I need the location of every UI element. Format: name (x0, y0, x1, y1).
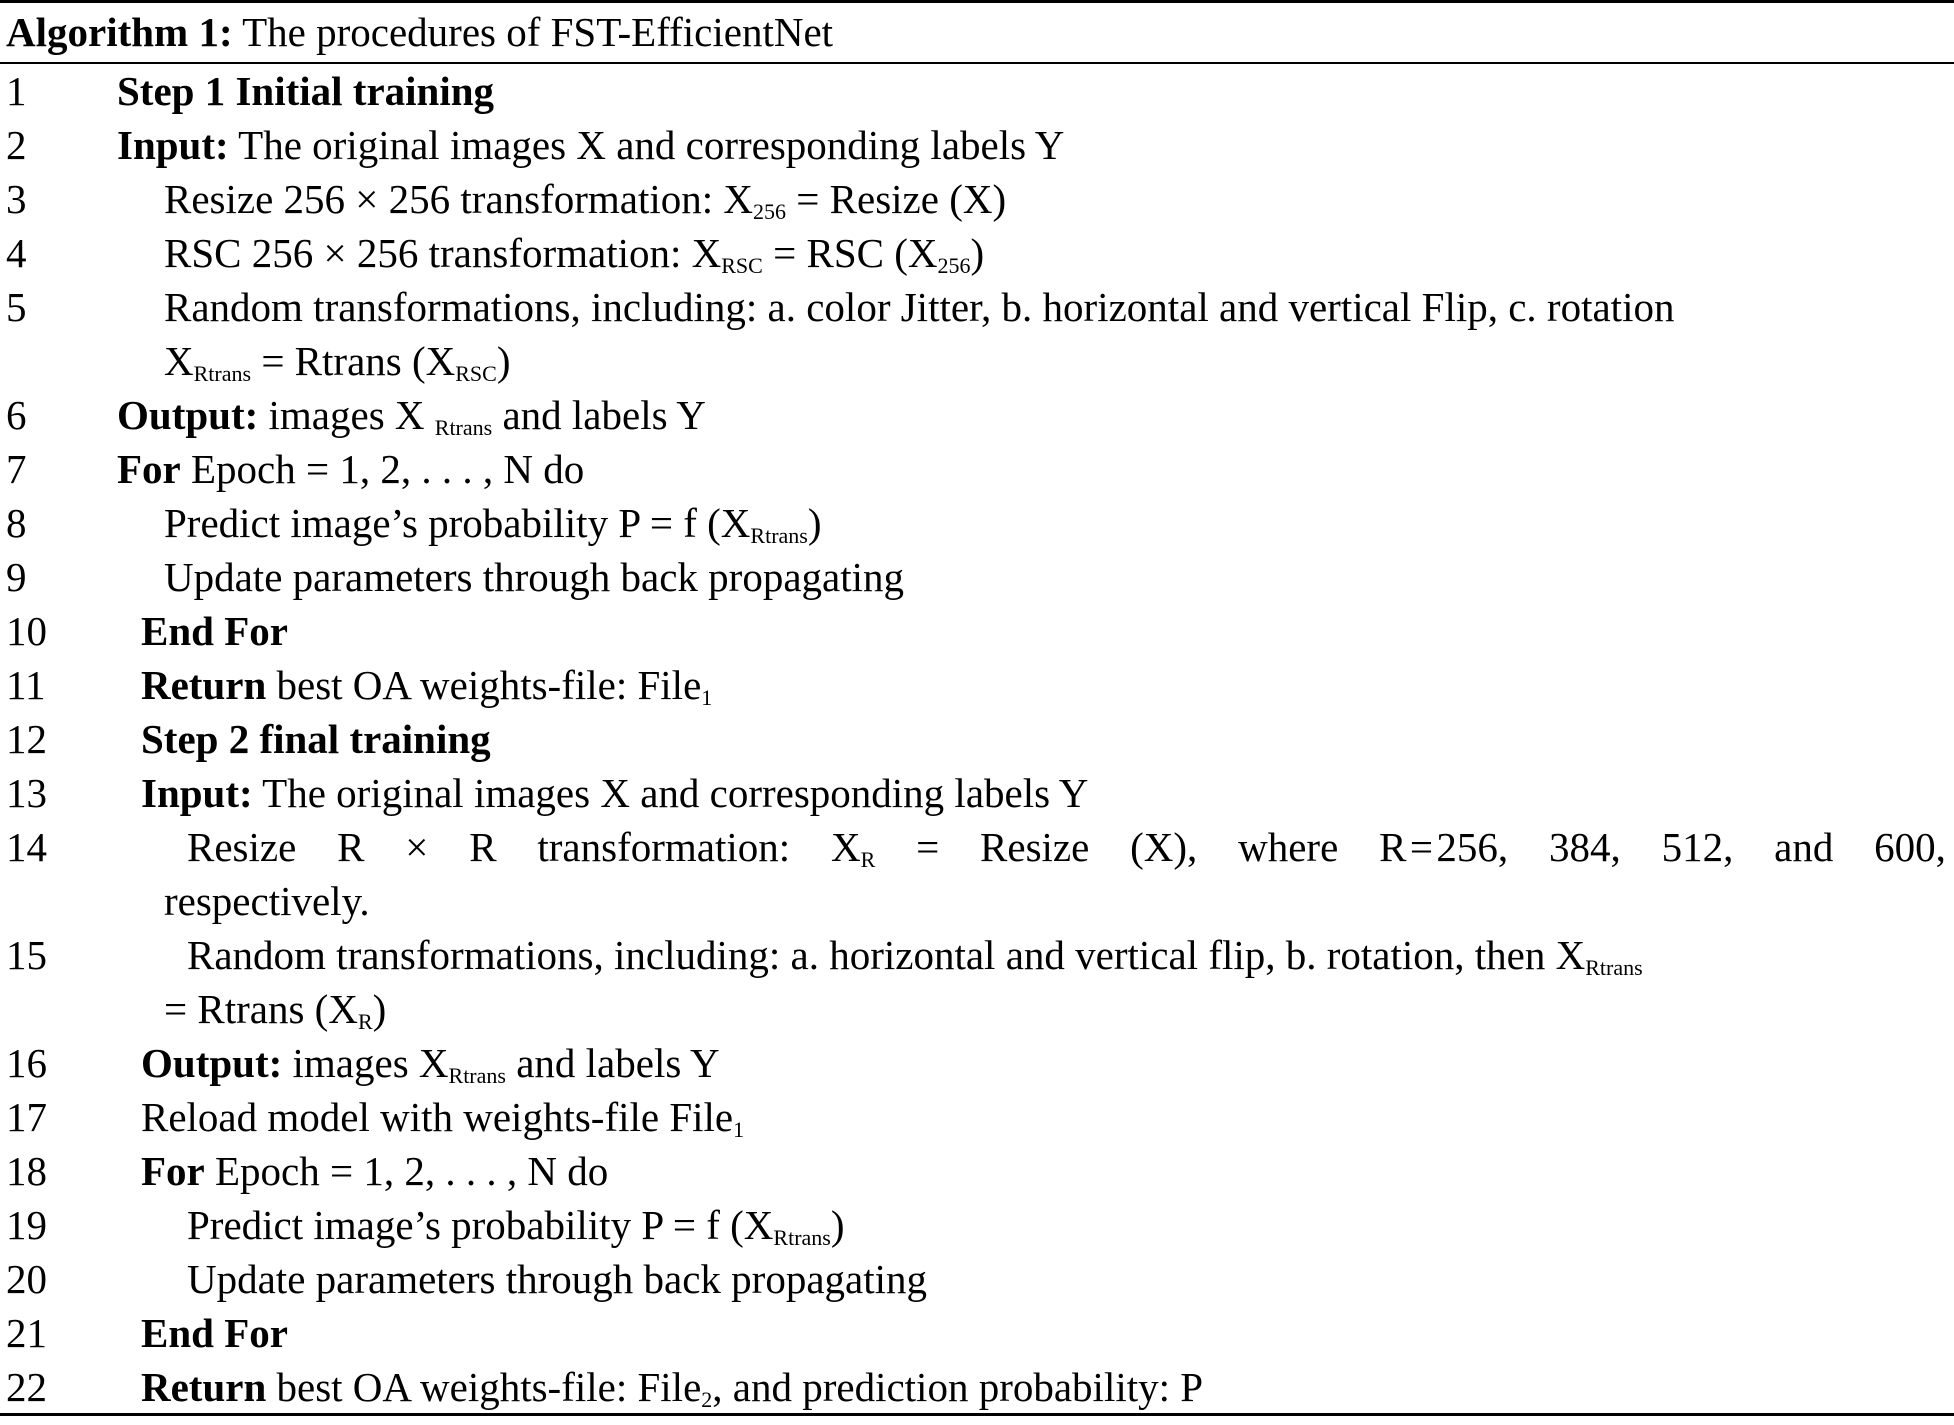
line-number: 18 (6, 1148, 47, 1194)
algorithm-line-6 (0, 388, 1954, 442)
algorithm-line-17 (0, 1090, 1954, 1144)
algorithm-line-10 (0, 604, 1954, 658)
algorithm-line-11 (0, 658, 1954, 712)
line-text: RSC 256 × 256 transformation: $X_{RSC}$ = RSC $(X_{256})$ (164, 230, 985, 278)
line-text (141, 712, 1946, 766)
line-number: 14 (6, 824, 47, 870)
algorithm-line-2 (0, 118, 1954, 172)
line-number: 21 (6, 1310, 47, 1356)
line-text-continuation: respectively. (164, 878, 370, 924)
keyword: Input: (141, 770, 253, 816)
line-text: Reload model with weights-file File$_1$ (141, 1094, 745, 1142)
keyword: Output: (117, 392, 259, 438)
line-text: Random transformations, including: a. color Jitter, b. horizontal and vertical Flip, c. rotation (164, 284, 1675, 330)
line-number: 10 (6, 608, 47, 654)
line-text (117, 64, 1946, 118)
line-number: 5 (6, 284, 27, 330)
algorithm-label: Algorithm 1: (6, 9, 233, 55)
line-number: 4 (6, 230, 27, 276)
algorithm-line-15 (0, 928, 1954, 1036)
algorithm-line-9 (0, 550, 1954, 604)
line-text: Resize 256 × 256 transformation: $X_{256}$ = Resize (X) (164, 176, 1007, 224)
line-number: 8 (6, 500, 27, 546)
algorithm-title (6, 4, 833, 60)
algorithm-line-13 (0, 766, 1954, 820)
line-text: Input: The original images X and corresponding labels Y (117, 122, 1065, 168)
keyword: End For (141, 608, 288, 654)
line-number: 2 (6, 122, 27, 168)
algorithm-line-22 (0, 1360, 1954, 1414)
line-number: 20 (6, 1256, 47, 1302)
algorithm-line-12 (0, 712, 1954, 766)
algorithm-lines (0, 64, 1954, 1414)
line-number: 7 (6, 446, 27, 492)
line-text: Output: images $X_{Rtrans}$ and labels Y (141, 1040, 720, 1088)
keyword: Return (141, 1364, 267, 1410)
step-heading: Step 1 Initial training (117, 68, 495, 114)
line-number: 16 (6, 1040, 47, 1086)
line-text: For Epoch = 1, 2, . . . , N do (117, 446, 585, 492)
line-number: 9 (6, 554, 27, 600)
line-number: 17 (6, 1094, 47, 1140)
algorithm-line-21 (0, 1306, 1954, 1360)
algorithm-line-1 (0, 64, 1954, 118)
line-text: Predict image’s probability P = f $(X_{Rtrans})$ (164, 500, 822, 548)
line-number: 1 (6, 68, 27, 114)
algorithm-line-19 (0, 1198, 1954, 1252)
algorithm-name: The procedures of FST-EfficientNet (242, 9, 834, 55)
line-text: Update parameters through back propagating (187, 1256, 928, 1302)
line-text: Update parameters through back propagating (164, 554, 905, 600)
line-text: Return best OA weights-file: File$_1$ (141, 662, 713, 710)
line-number: 13 (6, 770, 47, 816)
algorithm-line-7 (0, 442, 1954, 496)
algorithm-line-18 (0, 1144, 1954, 1198)
algorithm-line-8 (0, 496, 1954, 550)
keyword: End For (141, 1310, 288, 1356)
line-number: 19 (6, 1202, 47, 1248)
step-heading: Step 2 final training (141, 716, 491, 762)
top-rule (0, 0, 1954, 3)
line-text: For Epoch = 1, 2, . . . , N do (141, 1148, 609, 1194)
algorithm-line-3 (0, 172, 1954, 226)
keyword: Return (141, 662, 267, 708)
line-number: 6 (6, 392, 27, 438)
algorithm-line-20 (0, 1252, 1954, 1306)
line-number: 12 (6, 716, 47, 762)
line-number: 11 (6, 662, 46, 708)
line-number: 15 (6, 932, 47, 978)
line-text: Output: images X $_{Rtrans}$ and labels Y (117, 392, 706, 440)
line-text-continuation: $X_{Rtrans}$ = Rtrans $(X_{RSC})$ (164, 338, 511, 386)
keyword: For (141, 1148, 205, 1194)
line-text: Return best OA weights-file: File$_2$, and prediction probability: P (141, 1364, 1204, 1412)
line-number: 3 (6, 176, 27, 222)
line-text: Resize R × R transformation: $X_R$ = Resize (X), where R = 256, 384, 512, and 600, (187, 824, 1946, 872)
algorithm-line-4 (0, 226, 1954, 280)
line-text (141, 604, 1946, 658)
line-text: Predict image’s probability P = f $(X_{Rtrans})$ (187, 1202, 845, 1250)
algorithm-line-14 (0, 820, 1954, 928)
line-text: Input: The original images X and corresponding labels Y (141, 770, 1089, 816)
line-text (141, 1306, 1946, 1360)
keyword: Output: (141, 1040, 283, 1086)
algorithm-line-16 (0, 1036, 1954, 1090)
keyword: For (117, 446, 181, 492)
line-text-continuation: = Rtrans $(X_R)$ (164, 986, 387, 1034)
line-text: Random transformations, including: a. horizontal and vertical flip, b. rotation, then $X_{Rtrans}$ (187, 932, 1643, 980)
bottom-rule (0, 1413, 1954, 1416)
algorithm-line-5 (0, 280, 1954, 388)
keyword: Input: (117, 122, 229, 168)
line-number: 22 (6, 1364, 47, 1410)
